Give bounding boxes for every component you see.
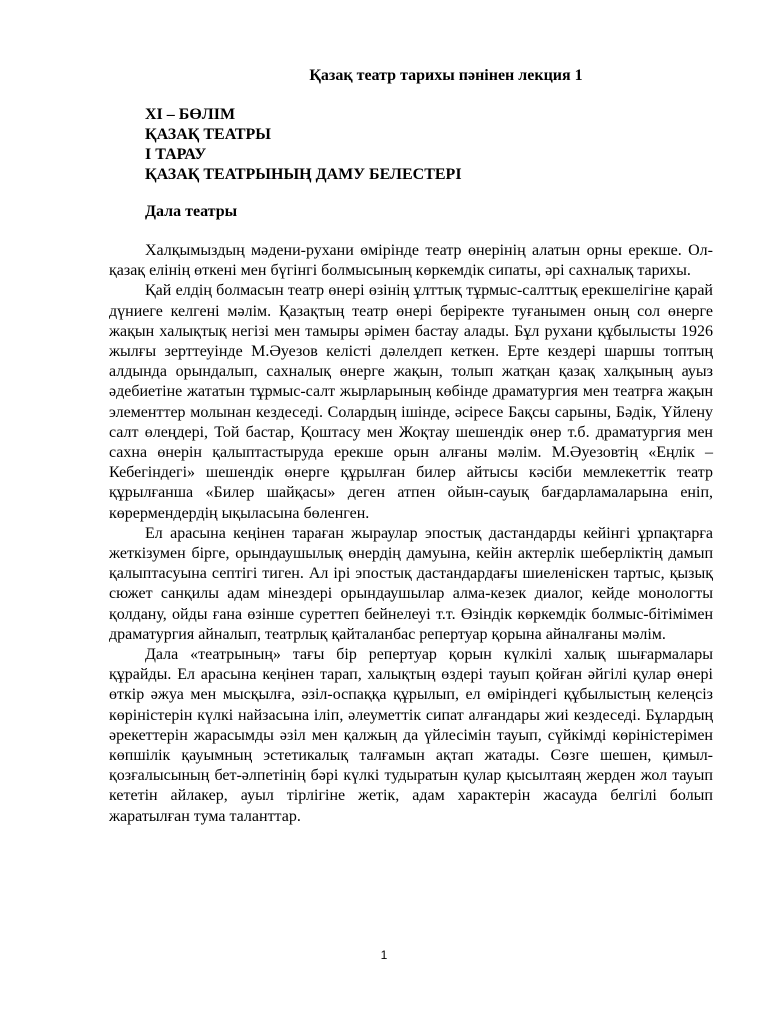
chapter-title-heading: ҚАЗАҚ ТЕАТРЫНЫҢ ДАМУ БЕЛЕСТЕРІ [145, 166, 462, 183]
document-title: Қазақ театр тарихы пәнінен лекция 1 [309, 67, 583, 84]
paragraph: Дала «театрының» тағы бір репертуар қорын күлкілі халық шығармалары құрайды. Ел арасына кеңінен тарап, халықтың өздері тауып қойған әйгілі қулар өнері өткір әжуа мен мысқылға, әзіл-оспаққа құрылып, ел өміріндегі құбылыстың келеңсіз көріністерін күлкі найзасына іліп, әлеуметтік сипат алғандары жиі кездеседі. Бұлардың әрекеттерін жарасымды әзіл мен қалжың да үйлесімін тауып, сүйкімді көріністерімен көпшілік қауымның эстетикалық талғамын ақтап жатады. Сөзге шешен, қимыл-қозғалысының бет-әлпетінің бәрі күлкі тудыратын қулар қысылтаяң жерден жол тауып кететін айлакер, ауыл тірлігіне жетік, адам характерін жасауда белгілі болып жаратылған тума таланттар. [109, 646, 713, 825]
section-title: Дала театры [145, 203, 238, 220]
paragraph: Халқымыздың мәдени-рухани өмірінде театр өнерінің алатын орны ерекше. Ол-қазақ елінің өткені мен бүгінгі болмысының көркемдік сипаты, әрі сахналық тарихы. [109, 242, 713, 280]
paragraph: Ел арасына кеңінен тараған жыраулар эпостық дастандарды кейінгі ұрпақтарға жеткізумен бірге, орындаушылық өнердің дамуына, кейін актерлік шеберліктің дамып қалыптасуына септігі тиген. Ал ірі эпостық дастандардағы шиеленіскен тартыс, қызық сюжет санқилы адам мінездері орындаушылар алма-кезек диалог, кейде монологты қолдану, ойды ғана өзінше суреттеп бейнелеуі т.т. Өзіндік көркемдік болмыс-бітімімен драматургия айналып, театрлық қайталанбас репертуар қорына айналғаны мәлім. [109, 524, 713, 643]
document-page [109, 66, 713, 827]
body-text [109, 241, 713, 827]
chapter-headings [109, 105, 713, 185]
part-subject-heading: ҚАЗАҚ ТЕАТРЫ [145, 126, 272, 143]
paragraph: Қай елдің болмасын театр өнері өзінің ұлттық тұрмыс-салттық ерекшелігіне қарай дүниеге келгені мәлім. Қазақтың театр өнері беріректе туғанымен оның сол өнерге жақын халықтық негізі мен тамыры әрімен бастау алады. Бұл рухани құбылысты 1926 жылғы зерттеуінде М.Әуезов келісті дәлелдеп кеткен. Ерте кездері шаршы топтың алдында орындалып, сахналық өнерге жақын, толып жатқан қазақ халқының ауыз әдебиетіне жататын тұрмыс-салт жырларының көбінде драматургия мен театрға жақын элементтер молынан кездеседі. Солардың ішінде, әсіресе Бақсы сарыны, Бәдік, Үйлену салт өлеңдері, Той бастар, Қоштасу мен Жоқтау шешендік өнер т.б. драматургия мен сахна өнерін қалыптастыруда ерекше орын алғаны мәлім. М.Әуезовтің «Еңлік – Кебегіндегі» шешендік өнерге құрылған билер айтысы кәсіби мемлекеттік театр құрылғанша «Билер шайқасы» деген атпен ойын-сауық бағдарламаларына еніп, көрермендердің ықыласына бөленген. [109, 282, 713, 522]
page-number: 1 [380, 948, 388, 962]
part-heading: XI – БӨЛІМ [145, 106, 236, 123]
chapter-heading: І ТАРАУ [145, 146, 207, 163]
